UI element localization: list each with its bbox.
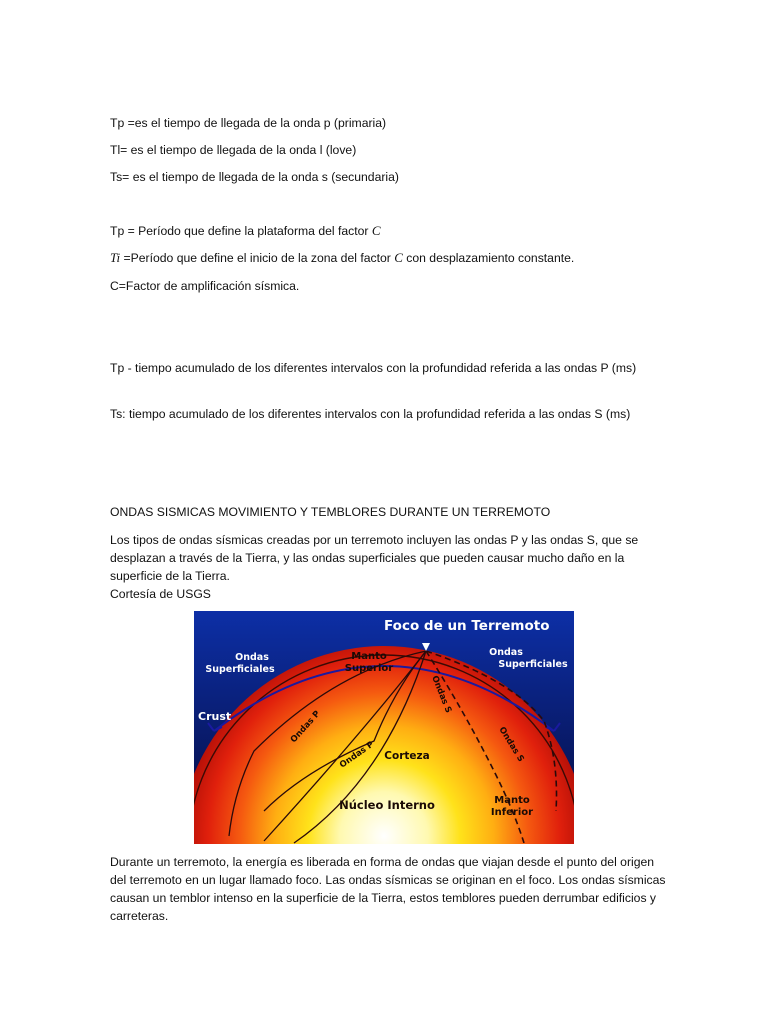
ti-period-text: =Período que define el inicio de la zona del factor <box>120 251 395 265</box>
surface-waves-left-label-1: Ondas <box>235 652 269 663</box>
ts-accumulated-definition: Ts: tiempo acumulado de los diferentes intervalos con la profundidad referida a las ondas S (ms) <box>110 407 631 421</box>
s-waves-label-2: Ondas S <box>496 725 526 764</box>
surface-waves-right-label-2: Superficiales <box>498 659 568 670</box>
closing-paragraph: Durante un terremoto, la energía es liberada en forma de ondas que viajan desde el punto del origen del terremoto en un lugar llamado foco. Las ondas sísmicas se originan en el foco. Los ondas sísmicas causan un temblor intenso en la superficie de la Tierra, estos temblores pueden derrumbar edificios y carreteras. <box>110 855 666 923</box>
diagram-svg <box>194 611 574 844</box>
ti-period-definition <box>110 249 660 267</box>
p-waves-label-1: Ondas P <box>288 709 323 746</box>
figure-title: Foco de un Terremoto <box>384 618 550 634</box>
lower-mantle-label-1: Manto <box>494 795 530 806</box>
tl-definition: Tl= es el tiempo de llegada de la onda l (love) <box>110 143 357 157</box>
factor-c-symbol-2: C <box>394 250 403 265</box>
tp-definition: Tp =es el tiempo de llegada de la onda p (primaria) <box>110 116 387 130</box>
crust-core-label: Corteza <box>384 750 430 762</box>
s-waves-label-1: Ondas S <box>429 674 454 715</box>
c-factor-definition: C=Factor de amplificación sísmica. <box>110 279 300 293</box>
surface-waves-left-label-2: Superficiales <box>205 664 275 675</box>
earthquake-focus-diagram <box>194 611 574 844</box>
tp-period-definition <box>110 222 660 240</box>
ti-symbol: Ti <box>110 250 121 265</box>
section-heading: ONDAS SISMICAS MOVIMIENTO Y TEMBLORES DURANTE UN TERREMOTO <box>110 505 551 519</box>
upper-mantle-label-1: Manto <box>351 651 387 662</box>
p-waves-label-2: Ondas P <box>337 739 376 771</box>
ti-period-suffix: con desplazamiento constante. <box>402 251 575 265</box>
figure-credit: Cortesía de USGS <box>110 587 211 601</box>
tp-accumulated-definition: Tp - tiempo acumulado de los diferentes intervalos con la profundidad referida a las ondas P (ms) <box>110 361 637 375</box>
surface-waves-right-label-1: Ondas <box>489 647 523 658</box>
intro-paragraph: Los tipos de ondas sísmicas creadas por un terremoto incluyen las ondas P y las ondas S, que se desplazan a través de la Tierra, y las ondas superficiales que pueden causar mucho daño en la superficie de la Tierra. <box>110 533 639 583</box>
ts-definition: Ts= es el tiempo de llegada de la onda s (secundaria) <box>110 170 399 184</box>
tp-period-text: Tp = Período que define la plataforma del factor <box>110 224 372 238</box>
factor-c-symbol: C <box>371 223 381 238</box>
crust-label: Crust <box>198 710 232 723</box>
upper-mantle-label-2: Superior <box>344 663 394 674</box>
lower-mantle-label-2: Inferior <box>490 807 534 818</box>
inner-core-label: Núcleo Interno <box>339 798 435 812</box>
